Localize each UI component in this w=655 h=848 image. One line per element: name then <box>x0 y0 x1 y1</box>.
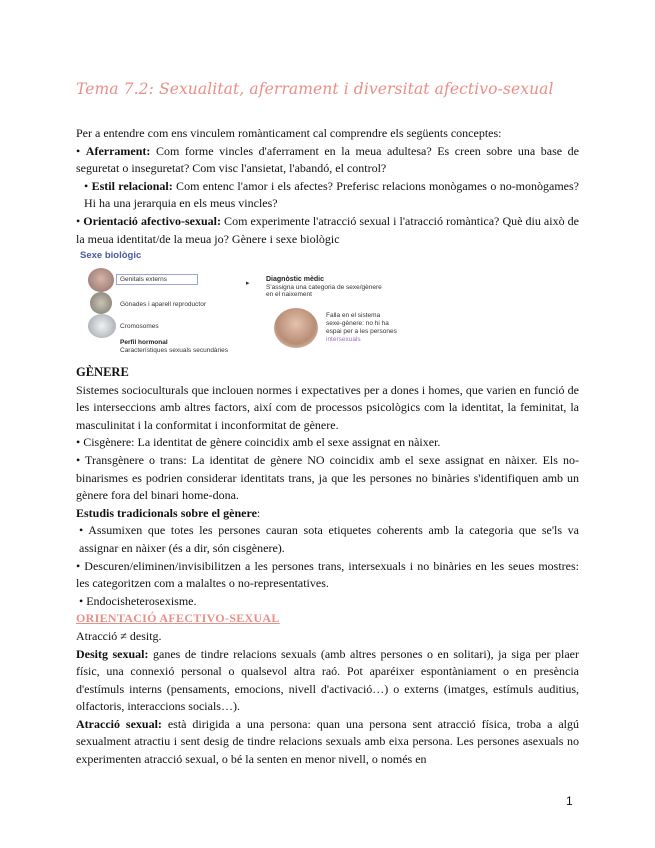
figure-title: Sexe biològic <box>80 250 142 261</box>
estudis-item: • Assumixen que totes les persones cauran sota etiquetes coherents amb la categoria que se'ls va assignar en nàixer (és a dir, són cisgènere). <box>79 523 579 555</box>
concept-text: Com entenc l'amor i els afectes? Preferisc relacions monògames o no-monògames? Hi ha una jerarquia en els meus vincles? <box>84 178 580 211</box>
genere-section <box>76 364 579 769</box>
concept-orientacio <box>76 213 579 248</box>
bullet: • <box>76 213 81 228</box>
genere-heading: GÈNERE <box>76 365 129 379</box>
failure-text: intersexuals <box>326 336 361 343</box>
page-number: 1 <box>566 794 573 808</box>
concept-term: Orientació afectivo-sexual: <box>83 213 221 228</box>
transgenere-item: • Transgènere o trans: La identitat de gènere NO coincidix amb el sexe assignat en nàixer. Els no-binarismes es podrien considerar identitats trans, ja que les persones no binàries s'identifiquen amb un gènere fora del binari home-dona. <box>76 452 579 503</box>
estudis-heading: Estudis tradicionals sobre el gènere <box>76 505 257 520</box>
atraccio-paragraph <box>76 716 579 769</box>
concept-text: Com forme vincles d'aferrament en la meua adultesa? Es creen sobre una base de seguretat o inseguretat? Com visc l'ansietat, l'abandó, el control? <box>76 143 580 176</box>
figure-label: Cromosomes <box>120 323 159 330</box>
concept-aferrament <box>76 143 579 178</box>
concept-term: Estil relacional: <box>91 178 173 193</box>
bullet: • <box>84 178 89 193</box>
concept-estil <box>76 178 579 213</box>
arrow-icon: ▸ <box>246 280 250 287</box>
intro-section <box>76 125 579 248</box>
desig-text: ganes de tindre relacions sexuals (amb altres persones o en solitari), ja siga per plaer físic, una connexió personal o qualsevol altra raó. Pot aparéixer espontàniament o en presència d'estímuls interns (pensaments, emocions, nivell d'activació…) o externs (imatges, estímuls auditius, olfactoris, interaccions socials…). <box>76 646 580 714</box>
bullet: • <box>76 143 81 158</box>
figure-label: Genitals externs <box>120 276 167 283</box>
figure-label: Perfil hormonal <box>120 339 168 346</box>
page-title: Tema 7.2: Sexualitat, aferrament i diversitat afectivo-sexual <box>76 80 554 98</box>
estudis-heading-line <box>76 505 579 523</box>
chromosomes-image <box>88 314 116 338</box>
cisgenere-item: • Cisgènere: La identitat de gènere coincidix amb el sexe assignat en nàixer. <box>76 435 441 450</box>
concept-text: Com experimente l'atracció sexual i l'atracció romàntica? Què diu això de la meua identitat/de la meua jo? Gènere i sexe biològic <box>76 213 579 246</box>
intro-text: Per a entendre com ens vinculem romànticament cal comprendre els següents conceptes: <box>76 126 502 140</box>
desig-term: Desitg sexual: <box>76 646 149 661</box>
figure-label: Gònades i aparell reproductor <box>120 301 206 308</box>
desig-paragraph <box>76 646 579 716</box>
colon: : <box>256 505 261 520</box>
atraccio-neq: Atracció ≠ desitg. <box>76 628 162 643</box>
diagnosis-text: S'assigna una categoria de sexe/gènere <box>266 284 382 291</box>
figure-label: Característiques sexuals secundàries <box>120 347 229 354</box>
figure-label-box <box>116 274 198 285</box>
concept-term: Aferrament: <box>85 143 151 158</box>
atraccio-text: està dirigida a una persona: quan una persona sent atracció física, troba a algú sexualment atractiu i sent desig de tindre relacions sexuals amb eixa persona. Les persones asexuals no experimenten atracció sexual, o bé la senten en menor nivell, o només en <box>76 716 579 767</box>
diagnosis-text: en el naixement <box>266 291 312 298</box>
estudis-item: • Endocisheterosexisme. <box>79 593 197 608</box>
sex-diagram-figure <box>80 244 410 360</box>
failure-text: espai per a les persones <box>326 328 397 335</box>
atraccio-term: Atracció sexual: <box>76 716 162 731</box>
estudis-item: • Descuren/eliminen/invisibilitzen a les persones trans, intersexuals i no binàries en les seues mostres: les categoritzen com a malaltes o no-representatives. <box>76 558 579 591</box>
orientacio-heading: ORIENTACIÓ AFECTIVO-SEXUAL <box>76 611 280 626</box>
failure-text: Falla en el sistema <box>326 312 381 319</box>
failure-text: sexe-gènere: no hi ha <box>326 320 389 327</box>
gonads-image <box>90 292 112 314</box>
genere-definition: Sistemes socioculturals que inclouen normes i expectatives per a dones i homes, que varien en funció de les interseccions amb altres factors, així com de processos psicològics com la identitat, la feminitat, la masculinitat i la conformitat i inconformitat de gènere. <box>76 382 579 432</box>
genitals-image <box>88 268 114 292</box>
baby-image <box>274 308 318 348</box>
diagnosis-title: Diagnòstic mèdic <box>266 276 324 283</box>
